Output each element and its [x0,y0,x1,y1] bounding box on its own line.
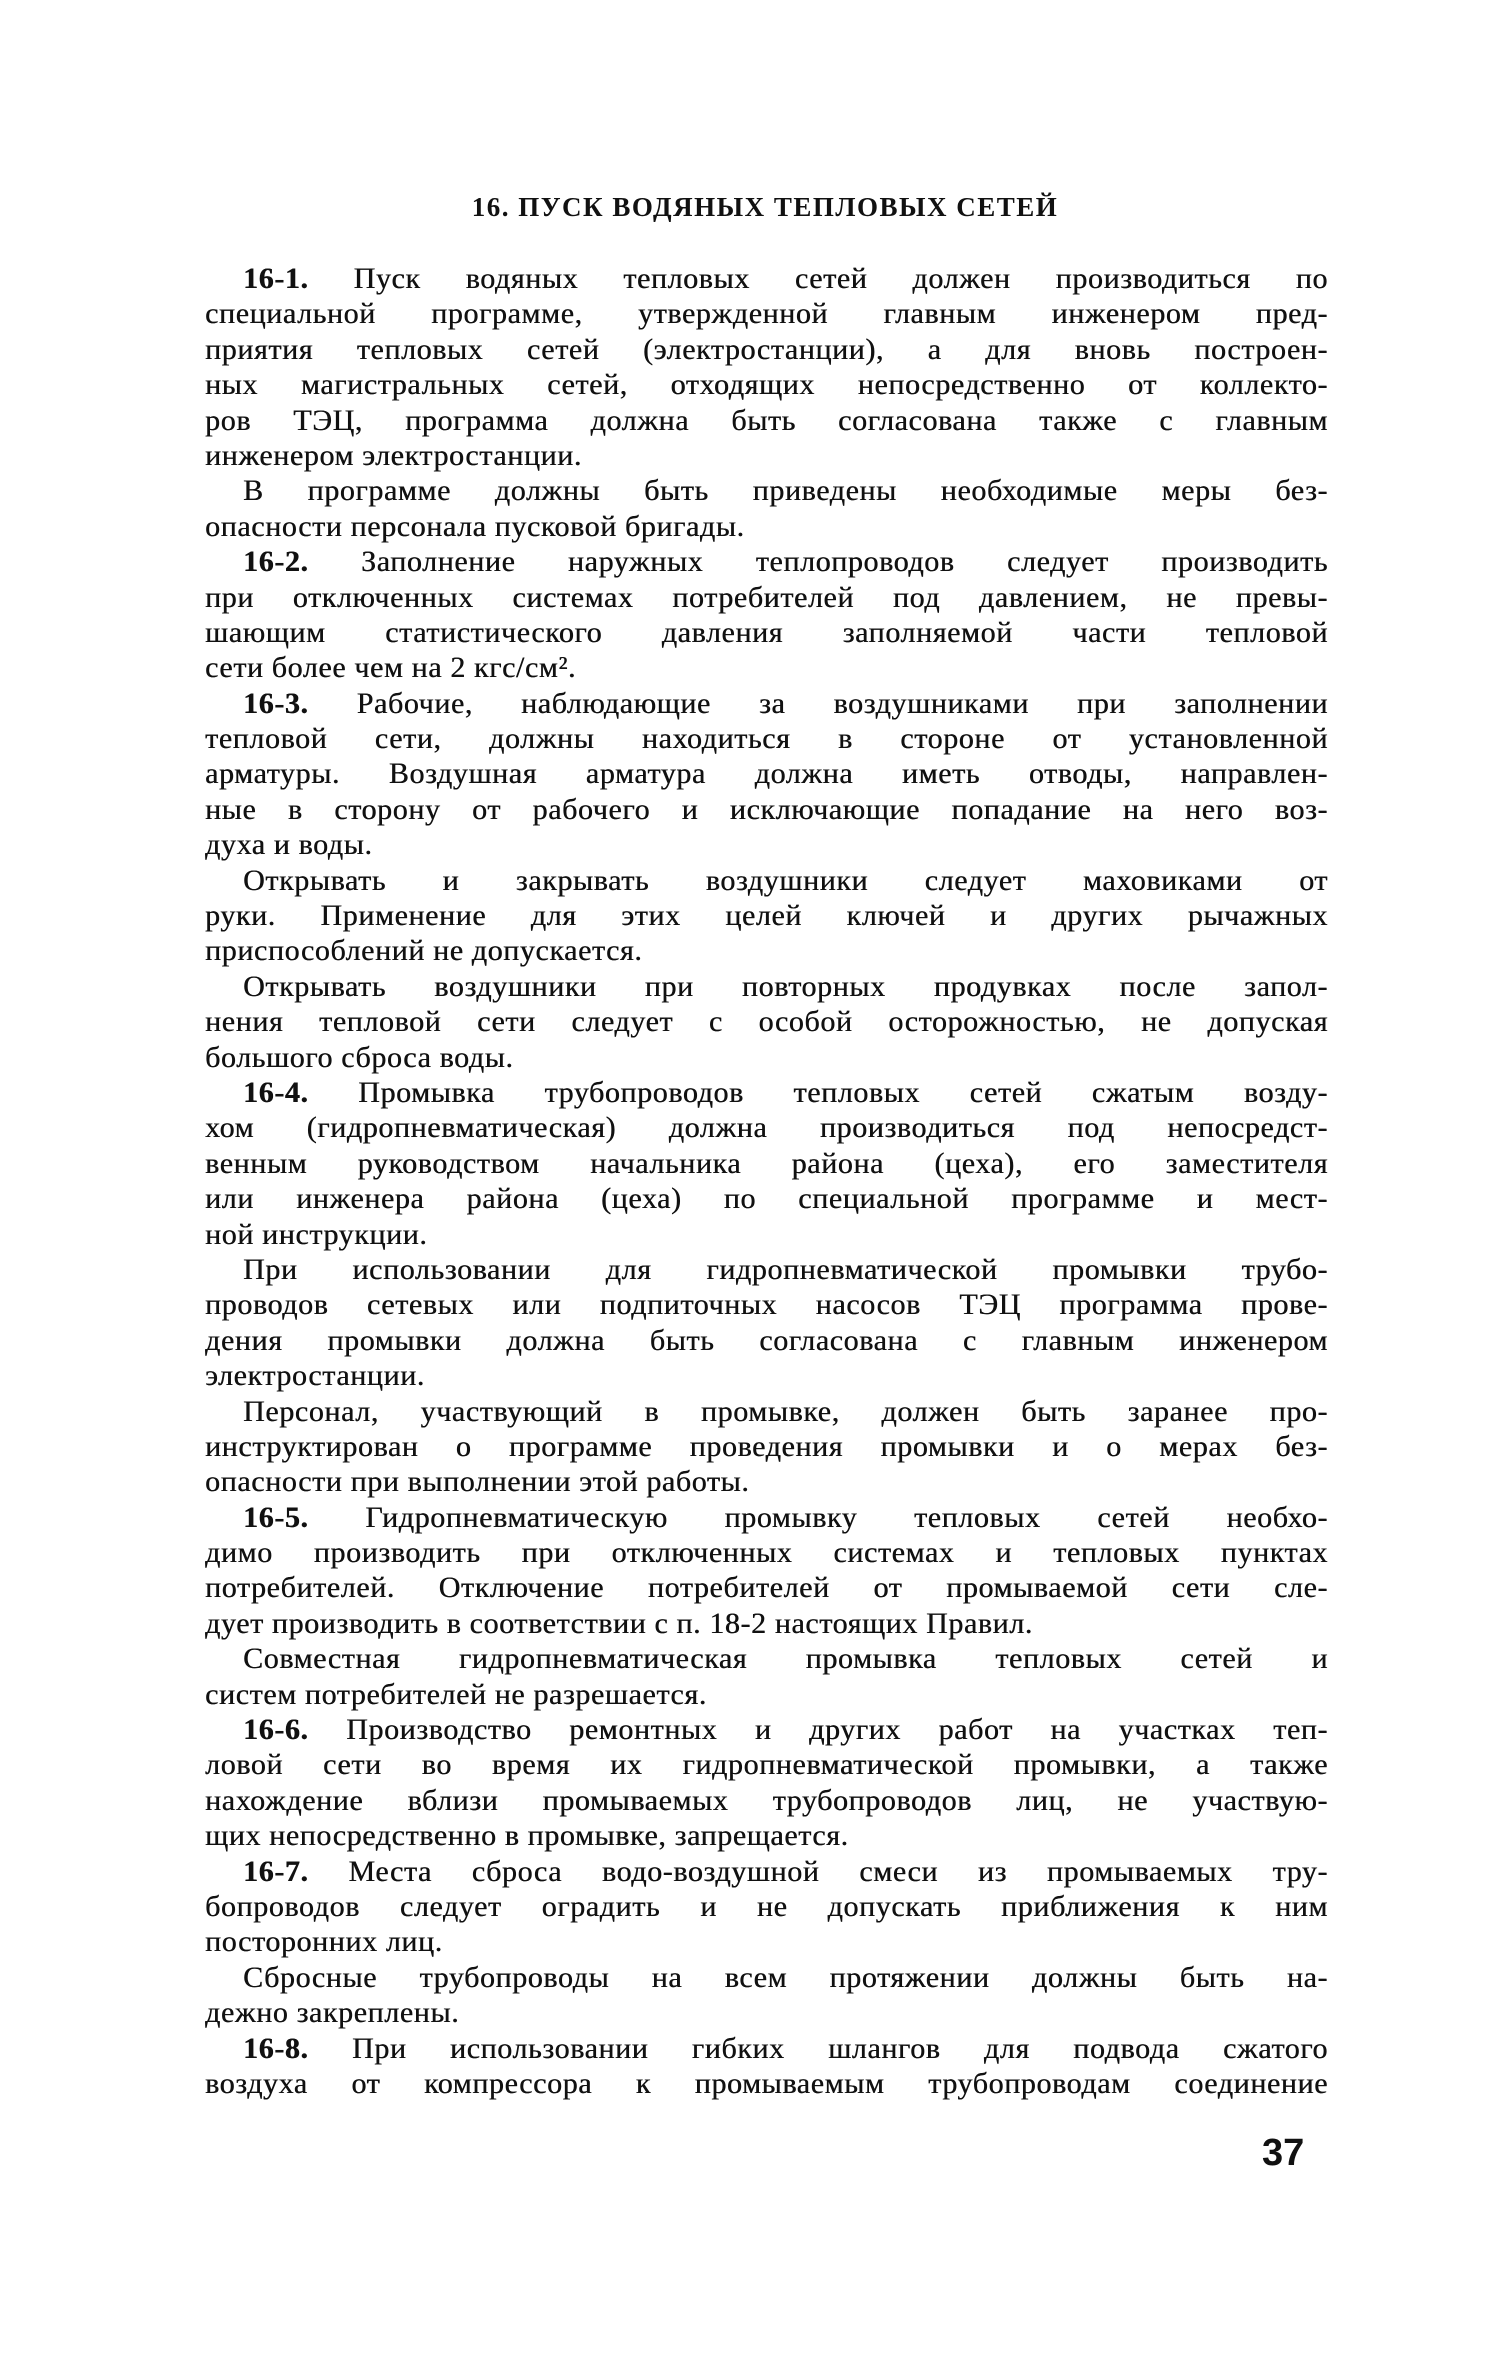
line-text: Производство ремонтных и других работ на участках теп- [308,1713,1328,1747]
text-line [205,1464,1328,1499]
line-text: ные в сторону от рабочего и исключающие попадание на него воз- [205,792,1328,826]
text-line [205,969,1328,1004]
paragraph [205,686,1328,863]
text-line [205,721,1328,756]
line-text: При использовании для гидропневматической промывки трубо- [243,1252,1328,1286]
line-text: Открывать и закрывать воздушники следует маховиками от [243,863,1328,897]
line-text: бопроводов следует оградить и не допускать приближения к ним [205,1889,1328,1923]
text-line [205,650,1328,685]
text-line [205,1500,1328,1535]
text-line [205,1818,1328,1853]
section-title: 16. ПУСК ВОДЯНЫХ ТЕПЛОВЫХ СЕТЕЙ [471,192,1059,222]
clause-number: 16-5. [243,1500,309,1534]
line-text: инструктирован о программе проведения промывки и о мерах без- [205,1429,1328,1463]
line-text: Места сброса водо-воздушной смеси из промываемых тру- [308,1854,1328,1888]
line-text: В программе должны быть приведены необходимые меры без- [243,474,1328,508]
line-text: потребителей. Отключение потребителей от промываемой сети сле- [205,1571,1328,1605]
paragraph [205,1960,1328,2031]
text-line [205,438,1328,473]
text-line [205,1040,1328,1075]
line-text: приспособлений не допускается. [205,934,643,968]
paragraph [205,544,1328,686]
text-line [205,332,1328,367]
paragraph [205,1500,1328,1642]
line-text: Промывка трубопроводов тепловых сетей сжатым возду- [308,1075,1328,1109]
text-line [205,792,1328,827]
paragraph [205,2031,1328,2102]
paragraph [205,1854,1328,1960]
line-text: инженером электростанции. [205,438,582,472]
text-line [205,615,1328,650]
text-line [205,1606,1328,1641]
line-text: венным руководством начальника района (цеха), его заместителя [205,1146,1328,1180]
text-line [205,2031,1328,2066]
text-line [205,898,1328,933]
line-text: опасности при выполнении этой работы. [205,1465,750,1499]
text-line [205,863,1328,898]
text-line [205,1924,1328,1959]
line-text: Совместная гидропневматическая промывка тепловых сетей и [243,1642,1328,1676]
page-number: 37 [1262,2132,1305,2174]
text-line [205,1960,1328,1995]
text-line [205,1854,1328,1889]
text-line [205,1747,1328,1782]
text-line [205,580,1328,615]
line-text: руки. Применение для этих целей ключей и других рычажных [205,899,1328,933]
text-line [205,296,1328,331]
line-text: шающим статистического давления заполняемой части тепловой [205,615,1328,649]
line-text: посторонних лиц. [205,1925,443,1959]
paragraph [205,1394,1328,1500]
line-text: специальной программе, утвержденной главным инженером пред- [205,297,1328,331]
line-text: духа и воды. [205,828,373,862]
paragraph [205,863,1328,969]
clause-number: 16-4. [243,1075,309,1109]
text-line [205,1394,1328,1429]
line-text: систем потребителей не разрешается. [205,1677,707,1711]
paragraph [205,261,1328,473]
line-text: димо производить при отключенных системах и тепловых пунктах [205,1536,1328,1570]
text-line [205,1110,1328,1145]
clause-number: 16-7. [243,1854,309,1888]
line-text: нения тепловой сети следует с особой осторожностью, не допуская [205,1005,1328,1039]
text-line [205,2066,1328,2101]
text-line [205,473,1328,508]
text-line [205,1889,1328,1924]
line-text: арматуры. Воздушная арматура должна иметь отводы, направлен- [205,757,1328,791]
line-text: или инженера района (цеха) по специальной программе и мест- [205,1182,1328,1216]
text-line [205,367,1328,402]
line-text: нахождение вблизи промываемых трубопроводов лиц, не участвую- [205,1783,1328,1817]
line-text: Гидропневматическую промывку тепловых сетей необхо- [308,1500,1328,1534]
text-line [205,756,1328,791]
text-line [205,686,1328,721]
text-line [205,1429,1328,1464]
clause-number: 16-3. [243,686,309,720]
text-line [205,1181,1328,1216]
line-text: дует производить в соответствии с п. 18-2 настоящих Правил. [205,1606,1033,1640]
text-line [205,1252,1328,1287]
paragraph [205,1712,1328,1854]
line-text: Рабочие, наблюдающие за воздушниками при заполнении [308,686,1328,720]
line-text: ной инструкции. [205,1217,428,1251]
line-text: При использовании гибких шлангов для подвода сжатого [308,2031,1328,2065]
line-text: дежно закреплены. [205,1996,460,2030]
line-text: Пуск водяных тепловых сетей должен производиться по [308,262,1328,295]
text-line [205,1535,1328,1570]
text-line [205,1995,1328,2030]
line-text: щих непосредственно в промывке, запрещается. [205,1819,849,1853]
text-line [205,1677,1328,1712]
line-text: большого сброса воды. [205,1040,514,1074]
line-text: тепловой сети, должны находиться в стороне от установленной [205,722,1328,756]
line-text: ров ТЭЦ, программа должна быть согласована также с главным [205,403,1328,437]
line-text: Персонал, участвующий в промывке, должен быть заранее про- [243,1394,1328,1428]
text-line [205,827,1328,862]
paragraph [205,969,1328,1075]
text-line [205,1146,1328,1181]
line-text: проводов сетевых или подпиточных насосов ТЭЦ программа прове- [205,1288,1328,1322]
line-text: Заполнение наружных теплопроводов следует производить [308,545,1328,579]
text-line [205,1641,1328,1676]
paragraph [205,1075,1328,1252]
text-line [205,1783,1328,1818]
text-line [205,1323,1328,1358]
clause-number: 16-1. [243,262,309,295]
text-line [205,509,1328,544]
text-line [205,1712,1328,1747]
paragraph [205,1641,1328,1712]
line-text: ных магистральных сетей, отходящих непосредственно от коллекто- [205,368,1328,402]
line-text: при отключенных системах потребителей под давлением, не превы- [205,580,1328,614]
line-text: Открывать воздушники при повторных продувках после запол- [243,969,1328,1003]
text-line [205,403,1328,438]
text-line [205,1004,1328,1039]
line-text: дения промывки должна быть согласована с главным инженером [205,1323,1328,1357]
line-text: электростанции. [205,1359,425,1393]
line-text: приятия тепловых сетей (электростанции), а для вновь построен- [205,332,1328,366]
text-line [205,1217,1328,1252]
text-line [205,1570,1328,1605]
clause-number: 16-2. [243,545,309,579]
clause-number: 16-8. [243,2031,309,2065]
document-body [205,261,1328,2101]
paragraph [205,1252,1328,1394]
paragraph [205,473,1328,544]
text-line [205,544,1328,579]
text-line [205,261,1328,296]
text-line [205,1287,1328,1322]
line-text: опасности персонала пусковой бригады. [205,509,745,543]
clause-number: 16-6. [243,1713,309,1747]
line-text: хом (гидропневматическая) должна производиться под непосредст- [205,1111,1328,1145]
text-line [205,1358,1328,1393]
text-line [205,1075,1328,1110]
text-line [205,933,1328,968]
line-text: ловой сети во время их гидропневматической промывки, а также [205,1748,1328,1782]
line-text: воздуха от компрессора к промываемым трубопроводам соединение [205,2066,1328,2100]
line-text: Сбросные трубопроводы на всем протяжении должны быть на- [243,1960,1328,1994]
line-text: сети более чем на 2 кгс/см². [205,651,577,685]
